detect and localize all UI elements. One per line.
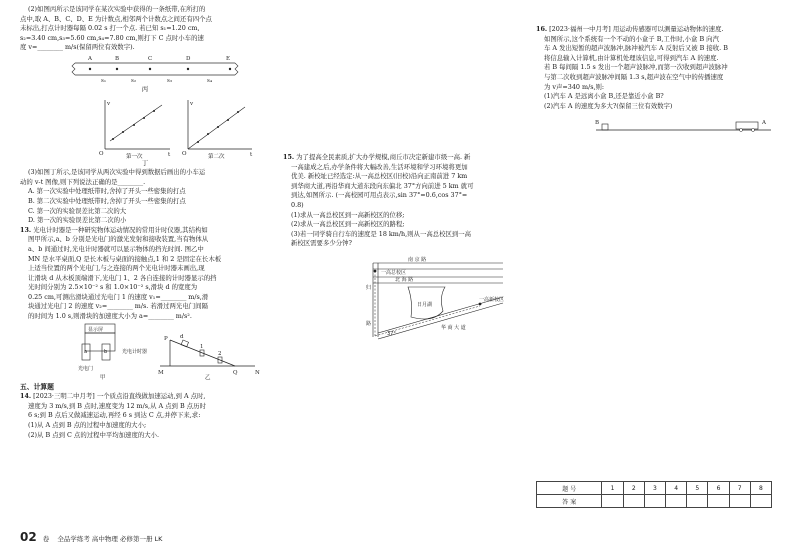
tape-segment-s1: s₁: [101, 77, 107, 84]
graph2-origin: O: [182, 150, 187, 157]
q16-line: 如图所示,这个系统有一个不动的小盒子 B,工作时,小盒 B 向汽: [544, 34, 719, 43]
question-13: [20, 226, 270, 322]
answer-header-cell: 1: [602, 482, 623, 495]
answer-header-cell: 5: [687, 482, 708, 495]
question-12-part-2: [20, 5, 270, 53]
graph2-t-axis: t: [250, 151, 253, 158]
gate-1-label: 1: [200, 343, 204, 350]
tape-segment-s2: s₂: [131, 77, 137, 84]
gate-2-label: 2: [218, 350, 222, 357]
q16-line: 将信息输入计算机,由计算机处理该信息,可得到汽车 A 的速度.: [544, 53, 719, 62]
q16-line: (2)汽车 A 的速度为多大?(保留三位有效数字): [544, 101, 673, 110]
car-a-label: A: [762, 120, 766, 127]
answer-cell[interactable]: [708, 495, 729, 508]
q12-line: 未标出,打点计时器每隔 0.02 s 打一个点. 若已知 s₁=1.20 cm,: [20, 24, 200, 33]
figure-yi: [158, 334, 260, 380]
question-15: [283, 153, 521, 249]
graphs-caption: 丁: [141, 158, 149, 167]
graph1-v-axis: v: [107, 100, 111, 107]
q15-line: (3)若一同学骑自行车的速度是 18 km/h,则从一高总校区到一高: [291, 229, 472, 238]
q12-line: (2)如图丙所示是该同学在某次实验中获得的一条纸带,在所打的: [28, 5, 206, 13]
answer-header-cell: 3: [644, 482, 665, 495]
map-road-label: 路: [366, 320, 372, 327]
question-12-part-3: [20, 168, 270, 226]
graph1-caption: 第一次: [126, 153, 143, 160]
map-huashang-avenue: 华 商 大 道: [441, 324, 466, 331]
page-footer: [20, 530, 162, 544]
answer-cell[interactable]: [644, 495, 665, 508]
answer-cell[interactable]: [750, 495, 771, 508]
map-angle-label: 37°: [387, 330, 396, 337]
q13-line: 光时间分别为 2.5×10⁻² s 和 1.0×10⁻² s,滑块 d 的宽度为: [28, 283, 198, 292]
q14-line: 6 s;到 B 点后又做减速运动,再经 6 s 到达 C 点,并停下来,求:: [28, 411, 201, 420]
map-left-road-label: 归: [366, 284, 372, 291]
q13-line: MN 是水平桌面,Q 是长木板与桌面的接触点,1 和 2 是固定在长木板: [28, 254, 222, 263]
q15-line: 为了提高全民素质,扩大办学规模,商丘市决定新建市级一高. 新: [296, 153, 471, 161]
footer-text: 全品学练考 高中物理 必修第一册 LK: [57, 535, 163, 543]
sensor-figure: [586, 114, 776, 136]
q14-line: (2)从 B 点到 C 点的过程中平均加速度的大小.: [28, 430, 160, 439]
right-column: [536, 25, 776, 136]
figure-yi-caption: 乙: [205, 374, 211, 380]
map-old-campus: 一高总校区: [381, 269, 407, 276]
map-figure: [353, 251, 513, 343]
q13-line: 光电计时器是一种研究物体运动情况的常用计时仪器,其结构如: [33, 225, 208, 234]
graph1-origin: O: [99, 150, 104, 157]
timer-label: 光电计时器: [122, 348, 148, 355]
q13-line: 块通过光电门 2 的速度 v₂=________ m/s. 若滑过两光电门间隔: [28, 302, 208, 311]
answer-header-cell: 6: [708, 482, 729, 495]
map-beihai-road: 北 海 路: [395, 276, 414, 283]
q15-line: 到达,如图所示. (一高校园可用点表示,sin 37°=0.6,cos 37°=: [291, 191, 468, 200]
q16-line: (1)汽车 A 是远离小盒 B,还是靠近小盒 B?: [544, 92, 664, 101]
point-n-label: N: [255, 369, 260, 376]
q15-line: 0.8): [291, 200, 304, 209]
q14-line: 速度为 3 m/s,到 B 点时,速度变为 12 m/s,从 A 点到 B 点历时: [28, 401, 206, 410]
q12-option-c: C. 第一次的实验误差比第二次的大: [28, 206, 127, 215]
figure-jia: [78, 324, 147, 380]
map-new-campus: 一高新校区: [479, 296, 505, 303]
q13-line: 让滑块 d 从木板顶端滑下,光电门 1、2 各自连接的计时器显示的挡: [28, 273, 217, 282]
answer-header-cell: 4: [666, 482, 687, 495]
q16-line: 若 B 每间隔 1.5 s 发出一个超声波脉冲,而第一次收到超声波脉冲: [544, 63, 728, 72]
section-5-heading: 五、计算题: [20, 382, 54, 391]
q14-line: (1)从 A 点到 B 点的过程中加速度的大小;: [28, 421, 147, 430]
q15-line: 到华商大道,再沿华商大道东段向东偏北 37°方向前进 5 km 就可: [291, 181, 474, 190]
map-nanjing-road: 南 京 路: [408, 256, 427, 263]
answer-row-label: 答 案: [537, 495, 602, 508]
answer-table: [536, 481, 772, 508]
page-number: 02: [20, 530, 37, 544]
q16-line: 为 v声=340 m/s,则:: [544, 82, 605, 91]
q12-option-b: B. 第二次实验中处理纸带时,舍掉了开头一些密集的打点: [28, 196, 186, 205]
point-p-label: P: [164, 335, 168, 342]
answer-header-cell: 7: [729, 482, 750, 495]
answer-header-cell: 题 号: [537, 482, 602, 495]
q13-line: 的时间为 1.0 s,则滑块的加速度大小为 a=________ m/s².: [28, 312, 192, 321]
left-column: [20, 0, 270, 440]
q12-line: 动的 v-t 图像,则下列说法正确的是________.: [20, 177, 146, 186]
tape-segment-s4: s₄: [207, 77, 213, 84]
display-label: 显示屏: [88, 326, 104, 333]
q13-line: 上适当位置的两个光电门,与之连接的两个光电计时器未画出,现: [28, 264, 205, 273]
graph2-v-axis: v: [190, 100, 194, 107]
answer-cell[interactable]: [602, 495, 623, 508]
question-14: [20, 392, 270, 440]
q15-number: 15.: [283, 153, 295, 161]
gate-label: 光电门: [78, 365, 94, 372]
q13-line: a、b 间通过时,光电计时器就可以显示物体的挡光时间. 图乙中: [28, 244, 204, 253]
point-m-label: M: [158, 369, 164, 376]
answer-header-cell: 2: [623, 482, 644, 495]
tape-label-b: B: [115, 55, 120, 62]
q14-line: [2023·三明二中月考] 一个质点沿直线做加速运动,到 A 点时,: [33, 392, 206, 401]
q15-line: (1)求从一高总校区到一高新校区的位移;: [291, 210, 405, 219]
paper-tape-figure: [70, 53, 240, 87]
gate-a-label: a: [84, 348, 88, 355]
map-lake: 日月湖: [417, 301, 433, 308]
vt-graphs-figure: [30, 95, 260, 161]
question-16: [536, 25, 776, 111]
q15-line: 优美. 新校址已经选定:从一高总校区(旧校)沿向正南前进 7 km: [291, 172, 468, 181]
q16-number: 16.: [536, 25, 548, 33]
q12-line: 点中,取 A、B、C、D、E 为计数点,相邻两个计数点之间还有四个点: [20, 14, 212, 23]
graph2-caption: 第二次: [208, 153, 225, 160]
volume-label: 卷: [42, 535, 50, 543]
answer-cell[interactable]: [729, 495, 750, 508]
figure-jia-caption: 甲: [100, 374, 106, 380]
tape-label-c: C: [148, 55, 153, 62]
answer-cell[interactable]: [666, 495, 687, 508]
answer-header-row: [537, 482, 772, 495]
q12-option-d: D. 第一次的实验误差比第二次的小: [28, 216, 127, 225]
answer-row: [537, 495, 772, 508]
q15-line: (2)求从一高总校区到一高新校区的路程;: [291, 220, 405, 229]
q12-line: (3)如图丁所示,是该同学从两次实验中得到数据后画出的小车运: [28, 168, 206, 177]
middle-column: [283, 153, 521, 343]
q16-line: 车 A 发出短暂的超声波脉冲,脉冲被汽车 A 反射后又被 B 接收. B: [544, 44, 728, 53]
q12-option-a: A. 第一次实验中处理纸带时,舍掉了开头一些密集的打点: [28, 187, 186, 196]
tape-label-e: E: [226, 55, 231, 62]
q13-line: 图甲所示,a、b 分别是光电门的激光发射和接收装置,当有物体从: [28, 235, 209, 244]
q13-number: 13.: [20, 225, 32, 234]
q12-line: 度 v=________ m/s(保留两位有效数字).: [20, 43, 135, 52]
slider-d-label: d: [180, 333, 184, 340]
point-q-label: Q: [233, 369, 238, 376]
q16-line: 与第二次收到超声波脉冲间隔 1.3 s,超声波在空气中的传播速度: [544, 72, 724, 81]
photogate-figure: [30, 322, 270, 380]
graph-first: [99, 100, 171, 160]
q14-number: 14.: [20, 392, 32, 401]
q15-line: 新校区需要多少分钟?: [291, 239, 352, 248]
tape-label-a: A: [88, 55, 92, 62]
answer-cell[interactable]: [687, 495, 708, 508]
q12-line: s₂=3.40 cm,s₃=5.60 cm,s₄=7.80 cm,则打下 C 点时小车的速: [20, 33, 204, 42]
tape-caption: 丙: [141, 84, 149, 93]
q13-line: 0.25 cm,可测出滑块通过光电门 1 的速度 v₁=________ m/s,滑: [28, 292, 209, 301]
tape-segment-s3: s₃: [167, 77, 173, 84]
answer-header-cell: 8: [750, 482, 771, 495]
answer-cell[interactable]: [623, 495, 644, 508]
tape-label-d: D: [186, 55, 191, 62]
graph-second: [182, 100, 253, 160]
graph1-t-axis: t: [168, 151, 171, 158]
q16-line: [2023·福州一中月考] 用运动传感器可以测量运动物体的速度.: [549, 25, 724, 33]
tape-points: [89, 68, 231, 70]
q15-line: 一高建成之后,办学条件将大幅改善,生活环境和学习环境将更加: [291, 162, 468, 171]
box-b-label: B: [595, 120, 600, 127]
gate-b-label: b: [104, 348, 108, 355]
